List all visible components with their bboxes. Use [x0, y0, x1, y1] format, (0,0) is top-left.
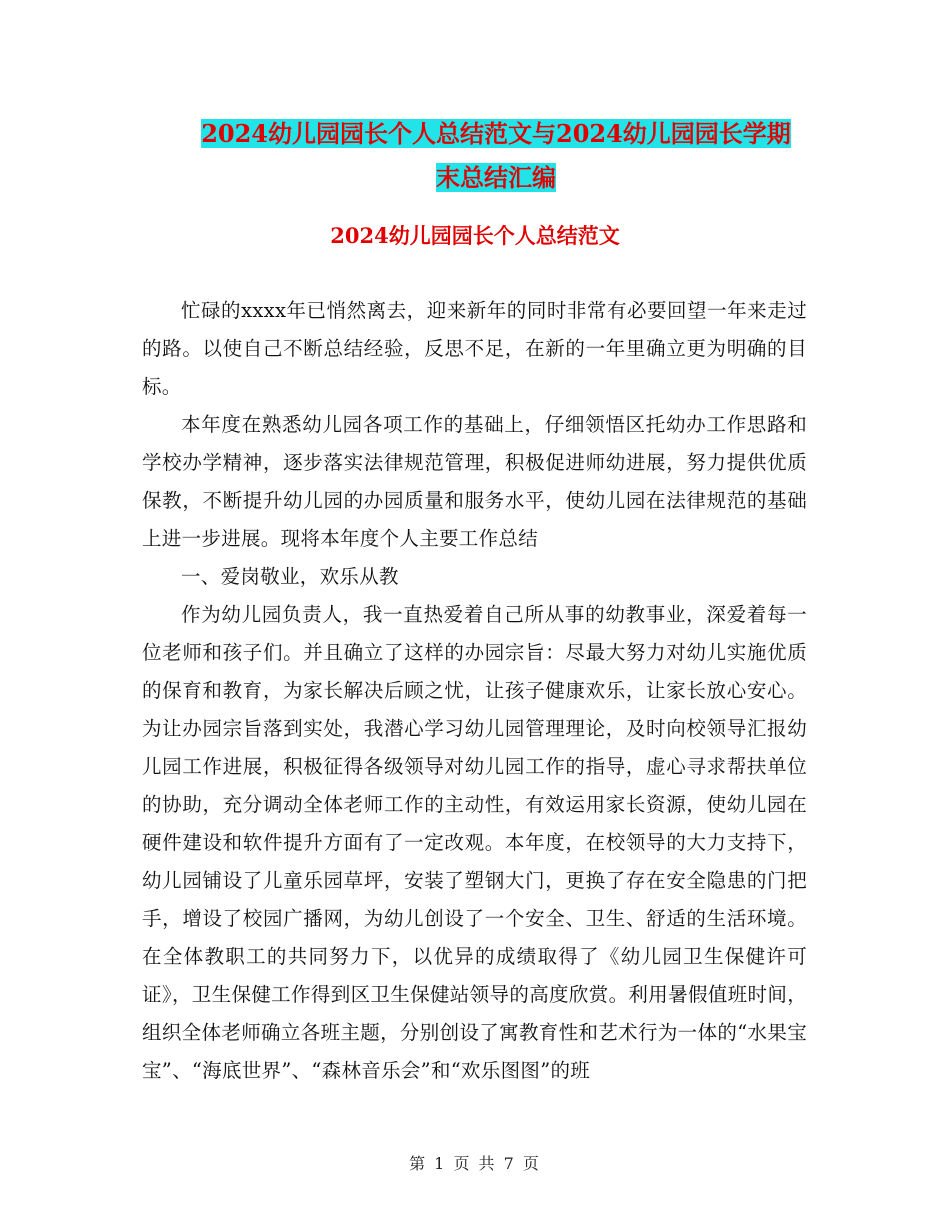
document-title-line-2: 末总结汇编	[436, 163, 556, 192]
section-heading: 一、爱岗敬业，欢乐从教	[181, 565, 399, 588]
document-title	[140, 112, 852, 200]
paragraph: 作为幼儿园负责人，我一直热爱着自己所从事的幼教事业，深爱着每一位老师和孩子们。并且确立了这样的办园宗旨：尽最大努力对幼儿实施优质的保育和教育，为家长解决后顾之忧，让孩子健康欢乐，让家长放心安心。为让办园宗旨落到实处，我潜心学习幼儿园管理理论，及时向校领导汇报幼儿园工作进展，积极征得各级领导对幼儿园工作的指导，虚心寻求帮扶单位的协助，充分调动全体老师工作的主动性，有效运用家长资源，使幼儿园在硬件建设和软件提升方面有了一定改观。本年度，在校领导的大力支持下，幼儿园铺设了儿童乐园草坪，安装了塑钢大门，更换了存在安全隐患的门把手，增设了校园广播网，为幼儿创设了一个安全、卫生、舒适的生活环境。在全体教职工的共同努力下，以优异的成绩取得了《幼儿园卫生保健许可证》，卫生保健工作得到区卫生保健站领导的高度欣赏。利用暑假值班时间，组织全体老师确立各班主题，分别创设了寓教育性和艺术行为一体的“水果宝宝”、“海底世界”、“森林音乐会”和“欢乐图图”的班	[142, 603, 807, 1082]
document-body	[142, 292, 807, 1090]
paragraph: 忙碌的xxxx年已悄然离去，迎来新年的同时非常有必要回望一年来走过的路。以使自己不断总结经验，反思不足，在新的一年里确立更为明确的目标。	[142, 299, 807, 398]
paragraph: 本年度在熟悉幼儿园各项工作的基础上，仔细领悟区托幼办工作思路和学校办学精神，逐步落实法律规范管理，积极促进师幼进展，努力提供优质保教，不断提升幼儿园的办园质量和服务水平，使幼儿园在法律规范的基础上进一步进展。现将本年度个人主要工作总结	[142, 413, 807, 550]
document-title-line-1: 2024幼儿园园长个人总结范文与2024幼儿园园长学期	[201, 119, 791, 148]
page-footer: 第 1 页 共 7 页	[409, 1154, 541, 1173]
section-title: 2024幼儿园园长个人总结范文	[330, 223, 620, 248]
